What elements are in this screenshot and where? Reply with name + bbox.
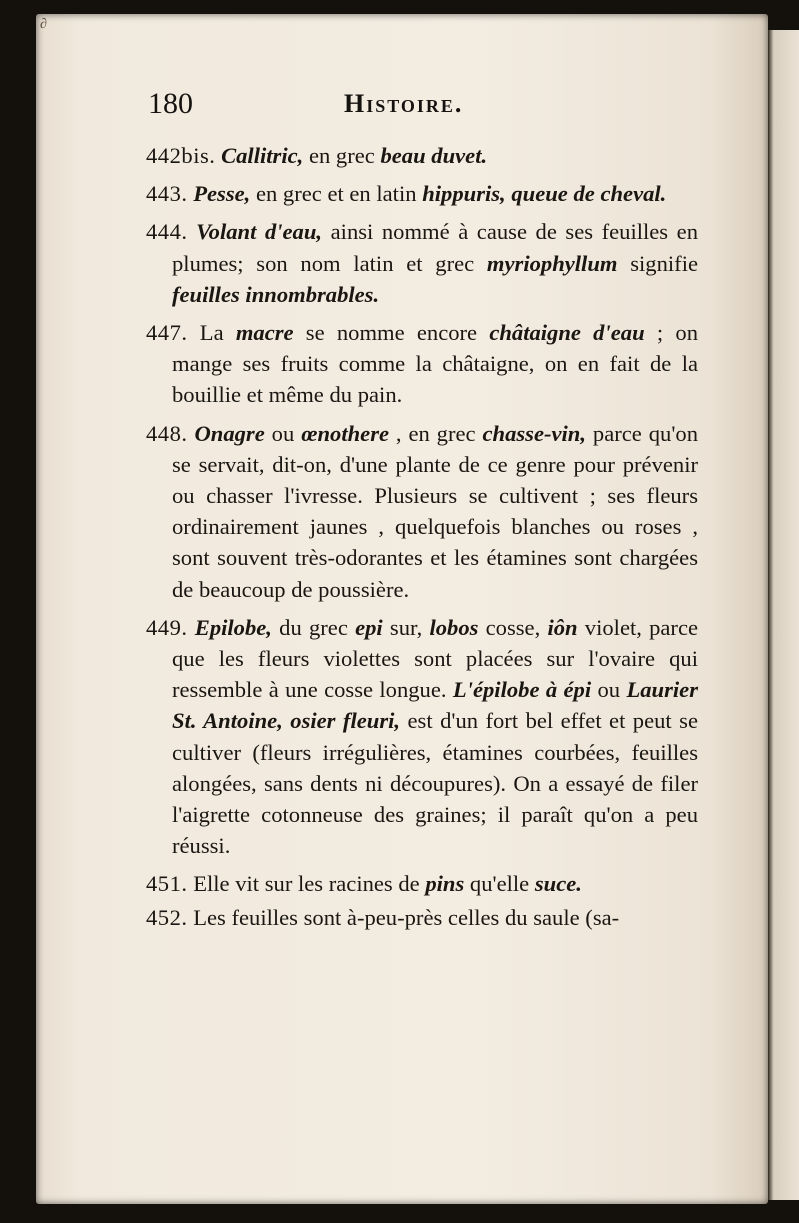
page-number: 180 xyxy=(148,87,193,120)
running-title: Histoire. xyxy=(344,89,464,118)
note-444 xyxy=(146,216,698,310)
note-italic-term: chasse-vin, xyxy=(482,420,587,446)
note-text: , en grec xyxy=(389,420,483,446)
note-italic-term: pins xyxy=(425,871,465,897)
note-italic-term: beau duvet. xyxy=(380,143,488,168)
note-text: sur, xyxy=(382,614,430,640)
note-italic-term: lobos xyxy=(429,614,479,640)
note-text: Elle vit sur les racines de xyxy=(187,871,426,897)
note-text: signifie xyxy=(617,250,699,276)
note-text: ou xyxy=(264,420,302,446)
note-italic-term: macre xyxy=(235,320,294,346)
note-443 xyxy=(146,178,698,209)
note-italic-term: Pesse, xyxy=(193,181,251,207)
note-text: ; on mange ses fruits comme la châtaigne, on en fait de la bouillie et même du pain. xyxy=(172,320,698,408)
note-italic-term: feuilles innombrables. xyxy=(172,281,380,307)
note-text: La xyxy=(187,320,236,346)
note-italic-term: Onagre xyxy=(194,420,265,446)
note-text xyxy=(188,219,197,244)
note-number: 444. xyxy=(146,219,188,245)
note-italic-term: Callitric, xyxy=(221,143,304,168)
page-header xyxy=(148,84,688,124)
note-italic-term: Epilobe, xyxy=(194,614,272,640)
note-number: 451. xyxy=(146,871,188,897)
note-text: du grec xyxy=(271,614,356,640)
note-number: 447. xyxy=(146,320,188,346)
note-text: cosse, xyxy=(478,614,548,640)
note-italic-term: œnothere xyxy=(301,420,390,446)
note-text: est d'un fort bel effet et peut se cultiver (fleurs irrégulières, étamines courbées, feuilles alongées, sans dents ni découpures). On a essayé de filer l'aigrette cotonneuse des graines; il paraît qu'on a peu réussi. xyxy=(172,708,698,859)
note-italic-term: iôn xyxy=(547,614,578,640)
note-italic-term: epi xyxy=(355,614,383,640)
note-449 xyxy=(146,612,698,862)
note-text: en grec xyxy=(303,143,381,168)
note-italic-term: Laurier St. Antoine, osier fleuri, xyxy=(172,677,698,734)
note-text: ainsi nommé à cause de ses feuilles en plumes; son nom latin et grec xyxy=(172,219,698,276)
note-number: 448. xyxy=(146,420,188,446)
note-italic-term: myriophyllum xyxy=(486,250,618,276)
note-italic-term: châtaigne d'eau xyxy=(489,320,645,346)
corner-mark: ∂ xyxy=(40,17,47,32)
note-italic-term: suce. xyxy=(534,871,582,897)
note-number: 442bis. xyxy=(146,143,216,168)
note-number: 449. xyxy=(146,614,188,640)
notes-list xyxy=(146,140,698,935)
note-text: parce qu'on se servait, dit-on, d'une plante de ce genre pour prévenir ou chasser l'ivresse. Plusieurs se cultivent ; ses fleurs ordinairement jaunes , quelquefois blanches ou roses , sont souvent très-odorantes et les étamines sont chargées de beaucoup de poussière. xyxy=(172,420,698,602)
note-451 xyxy=(146,868,698,899)
note-447 xyxy=(146,317,698,411)
note-text: ou xyxy=(591,677,627,703)
note-italic-term: Volant d'eau, xyxy=(196,219,323,245)
note-text: se nomme encore xyxy=(293,320,490,346)
facing-page-edge xyxy=(768,30,799,1200)
note-text xyxy=(188,615,195,640)
note-text: qu'elle xyxy=(464,871,535,897)
note-452 xyxy=(146,902,698,933)
note-448 xyxy=(146,418,698,605)
note-italic-term: L'épilobe à épi xyxy=(452,677,592,703)
note-text: en grec et en latin xyxy=(250,181,423,207)
note-italic-term: hippuris, queue de cheval. xyxy=(422,181,667,207)
note-text: violet, parce que les fleurs violettes sont placées sur l'ovaire qui ressemble à une cosse longue. xyxy=(172,614,699,703)
note-442bis xyxy=(146,140,698,171)
note-number: 452. xyxy=(146,904,188,930)
note-number: 443. xyxy=(146,181,188,207)
note-text: Les feuilles sont à-peu-près celles du saule (sa- xyxy=(187,904,620,930)
